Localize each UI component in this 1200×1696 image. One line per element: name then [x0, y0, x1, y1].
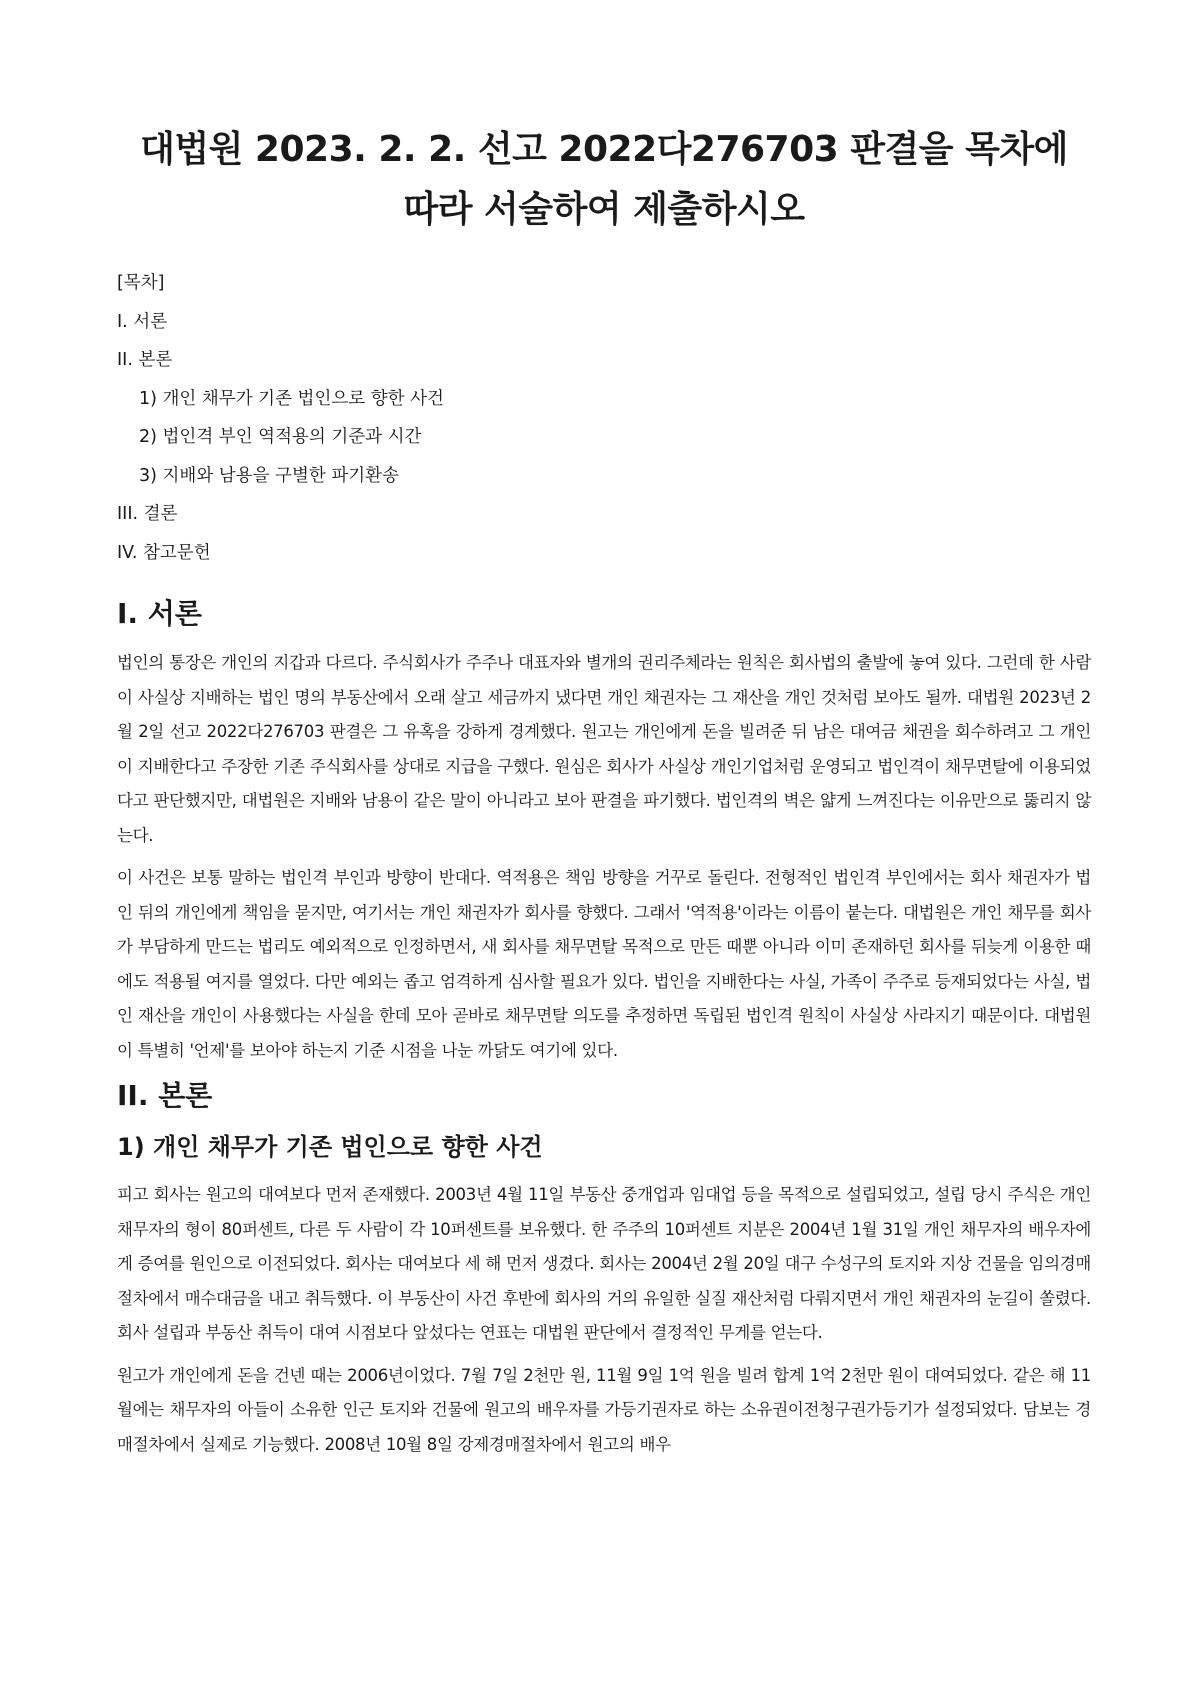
- paragraph: 원고가 개인에게 돈을 건넨 때는 2006년이었다. 7월 7일 2천만 원, 11월 9일 1억 원을 빌려 합계 1억 2천만 원이 대여되었다. 같은 해 11월에는 채무자의 아들이 소유한 인근 토지와 건물에 원고의 배우자를 가등기권자로 하는 소유권이전청구권가등기가 설정되었다. 담보는 경매절차에서 실제로 기능했다. 2008년 10월 8일 강제경매절차에서 원고의 배우: [117, 1365, 1091, 1454]
- section-heading-intro: I. 서론: [117, 597, 202, 630]
- section-intro: [117, 594, 1091, 1068]
- toc-item-intro: I. 서론: [117, 311, 168, 332]
- paragraph: 이 사건은 보통 말하는 법인격 부인과 방향이 반대다. 역적용은 책임 방향을 거꾸로 돌린다. 전형적인 법인격 부인에서는 회사 채권자가 법인 뒤의 개인에게 책임을 묻지만, 여기서는 개인 채권자가 회사를 향했다. 그래서 '역적용'이라는 이름이 붙는다. 대법원은 개인 채무를 회사가 부담하게 만드는 법리도 예외적으로 인정하면서, 새 회사를 채무면탈 목적으로 만든 때뿐 아니라 이미 존재하던 회사를 뒤늦게 이용한 때에도 적용될 여지를 열었다. 다만 예외는 좁고 엄격하게 심사할 필요가 있다. 법인을 지배한다는 사실, 가족이 주주로 등재되었다는 사실, 법인 재산을 개인이 사용했다는 사실을 한데 모아 곧바로 채무면탈 의도를 추정하면 독립된 법인격 원칙이 사실상 사라지기 때문이다. 대법원이 특별히 '언제'를 보아야 하는지 기준 시점을 나눈 까닭도 여기에 있다.: [117, 868, 1091, 1060]
- subsection-heading-1: 1) 개인 채무가 기존 법인으로 향한 사건: [117, 1133, 543, 1161]
- toc-heading: [목차]: [117, 273, 165, 293]
- section-body: [117, 1076, 1091, 1462]
- paragraph: 피고 회사는 원고의 대여보다 먼저 존재했다. 2003년 4월 11일 부동산 중개업과 임대업 등을 목적으로 설립되었고, 설립 당시 주식은 개인 채무자의 형이 80퍼센트, 다른 두 사람이 각 10퍼센트를 보유했다. 한 주주의 10퍼센트 지분은 2004년 1월 31일 개인 채무자의 배우자에게 증여를 원인으로 이전되었다. 회사는 대여보다 세 해 먼저 생겼다. 회사는 2004년 2월 20일 대구 수성구의 토지와 지상 건물을 임의경매절차에서 매수대금을 내고 취득했다. 이 부동산이 사건 후반에 회사의 거의 유일한 실질 재산처럼 다뤄지면서 개인 채권자의 눈길이 쏠렸다. 회사 설립과 부동산 취득이 대여 시점보다 앞섰다는 연표는 대법원 판단에서 결정적인 무게를 얻는다.: [117, 1185, 1091, 1342]
- toc-item-conclusion: III. 결론: [117, 504, 178, 524]
- document-title: 대법원 2023. 2. 2. 선고 2022다276703 판결을 목차에 따라 서술하여 제출하시오: [140, 129, 1068, 230]
- toc-item-references: IV. 참고문헌: [117, 542, 211, 563]
- toc-item-sub1: 1) 개인 채무가 기존 법인으로 향한 사건: [139, 388, 444, 409]
- table-of-contents: [117, 264, 1091, 572]
- toc-item-sub3: 3) 지배와 남용을 구별한 파기환송: [139, 465, 399, 486]
- paragraph: 법인의 통장은 개인의 지갑과 다르다. 주식회사가 주주나 대표자와 별개의 권리주체라는 원칙은 회사법의 출발에 놓여 있다. 그런데 한 사람이 사실상 지배하는 법인 명의 부동산에서 오래 살고 세금까지 냈다면 개인 채권자는 그 재산을 개인 것처럼 보아도 될까. 대법원 2023년 2월 2일 선고 2022다276703 판결은 그 유혹을 강하게 경계했다. 원고는 개인에게 돈을 빌려준 뒤 남은 대여금 채권을 회수하려고 그 개인이 지배한다고 주장한 기존 주식회사를 상대로 지급을 구했다. 원심은 회사가 사실상 개인기업처럼 운영되고 법인격이 채무면탈에 이용되었다고 판단했지만, 대법원은 지배와 남용이 같은 말이 아니라고 보아 판결을 파기했다. 법인격의 벽은 얇게 느껴진다는 이유만으로 뚫리지 않는다.: [117, 653, 1091, 845]
- toc-item-sub2: 2) 법인격 부인 역적용의 기준과 시간: [139, 427, 422, 447]
- toc-item-body: II. 본론: [117, 350, 173, 370]
- section-heading-body: II. 본론: [117, 1079, 213, 1112]
